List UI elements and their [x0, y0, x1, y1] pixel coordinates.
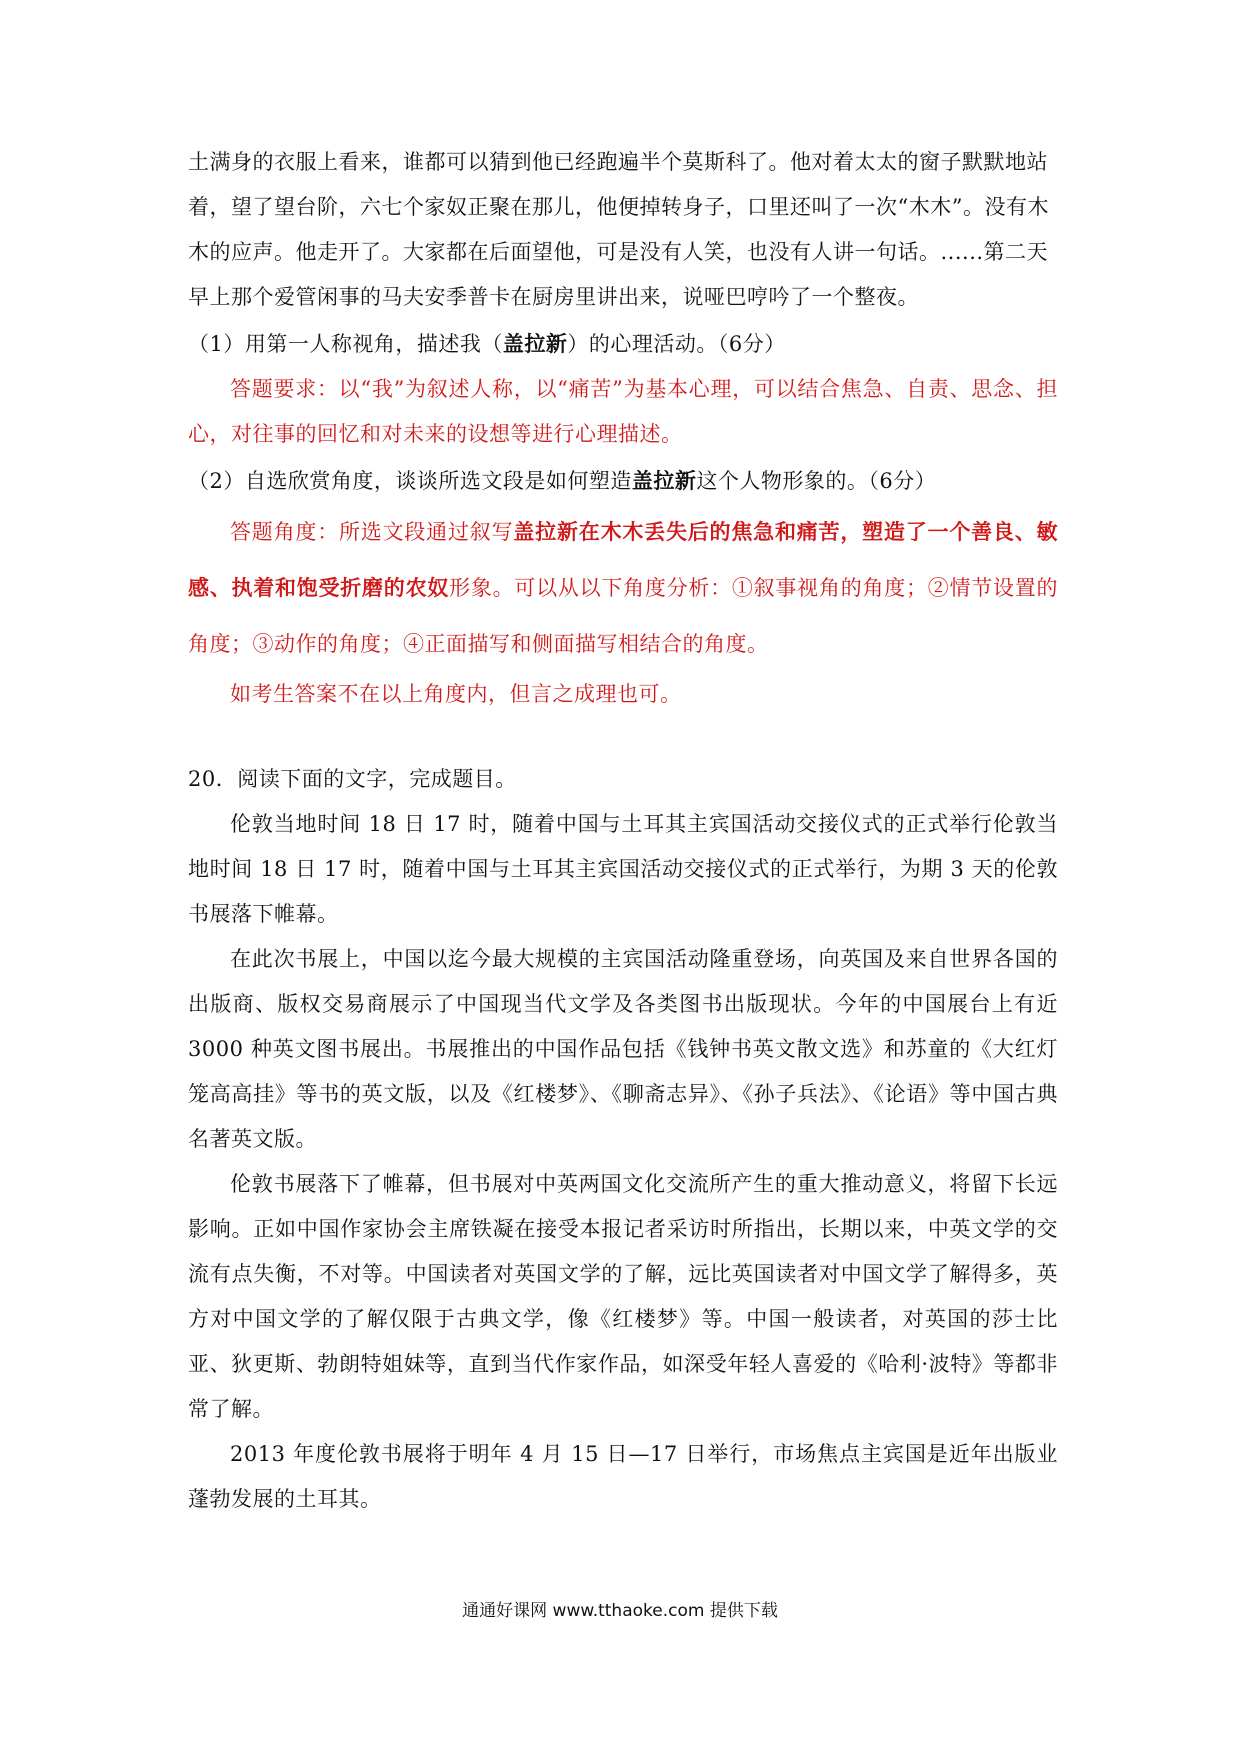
- article-paragraph: 在此次书展上，中国以迄今最大规模的主宾国活动隆重登场，向英国及来自世界各国的出版商、版权交易商展示了中国现当代文学及各类图书出版现状。今年的中国展台上有近 3000 种英文图书展出。书展推出的中国作品包括《钱钟书英文散文选》和苏童的《大红灯笼高高挂》等书的英文版，以及《红楼梦》、《聊斋志异》、《孙子兵法》、《论语》等中国古典名著英文版。: [188, 947, 1058, 1151]
- question-2-suffix: 这个人物形象的。（6分）: [696, 469, 937, 493]
- passage-line: 木的应声。他走开了。大家都在后面望他，可是没有人笑，也没有人讲一句话。......第二天: [188, 240, 1049, 264]
- question-2: [188, 459, 1058, 504]
- question-2-answer: [188, 504, 1058, 672]
- question-1-answer: 答题要求：以“我”为叙述人称，以“痛苦”为基本心理，可以结合焦急、自责、思念、担心，对往事的回忆和对未来的设想等进行心理描述。: [188, 377, 1058, 446]
- article-paragraph: 伦敦书展落下了帷幕，但书展对中英两国文化交流所产生的重大推动意义，将留下长远影响。正如中国作家协会主席铁凝在接受本报记者采访时所指出，长期以来，中英文学的交流有点失衡，不对等。中国读者对英国文学的了解，远比英国读者对中国文学了解得多，英方对中国文学的了解仅限于古典文学，像《红楼梦》等。中国一般读者，对英国的莎士比亚、狄更斯、勃朗特姐妹等，直到当代作家作品，如深受年轻人喜爱的《哈利·波特》等都非常了解。: [188, 1172, 1058, 1421]
- passage-line: 早上那个爱管闲事的马夫安季普卡在厨房里讲出来，说哑巴哼吟了一个整夜。: [188, 285, 919, 309]
- document-body: [188, 140, 1058, 1522]
- article-paragraph: 2013 年度伦敦书展将于明年 4 月 15 日—17 日举行，市场焦点主宾国是近年出版业蓬勃发展的土耳其。: [188, 1442, 1058, 1511]
- question-1: [188, 322, 1058, 367]
- passage-line: 着，望了望台阶，六七个家奴正聚在那儿，他便掉转身子，口里还叫了一次“木木”。没有木: [188, 195, 1049, 219]
- question-2-answer-rest: 形象。可以从以下角度分析：①叙事视角的角度；②情节设置的角度；③动作的角度；④正面描写和侧面描写相结合的角度。: [188, 576, 1058, 656]
- question-2-answer-bold: 盖拉新在木木丢失后的焦急和痛苦，塑造了一个善良、敏感、执着和饱受折磨的农奴: [188, 520, 1059, 600]
- page-footer: 通通好课网 www.tthaoke.com 提供下载: [462, 1601, 778, 1621]
- question-2-prefix: （2）自选欣赏角度，谈谈所选文段是如何塑造: [188, 469, 632, 493]
- article-paragraph: 伦敦当地时间 18 日 17 时，随着中国与土耳其主宾国活动交接仪式的正式举行伦敦当地时间 18 日 17 时，随着中国与土耳其主宾国活动交接仪式的正式举行，为期 3 天的伦敦书展落下帷幕。: [188, 812, 1058, 926]
- question-2-answer-note: 如考生答案不在以上角度内，但言之成理也可。: [230, 682, 682, 706]
- passage-line: 土满身的衣服上看来，谁都可以猜到他已经跑遍半个莫斯科了。他对着太太的窗子默默地站: [188, 150, 1048, 174]
- question-1-suffix: ）的心理活动。（6分）: [567, 332, 786, 356]
- question-1-prefix: （1）用第一人称视角，描述我（: [188, 332, 503, 356]
- passage-tail: [188, 140, 1058, 320]
- question-1-character-name: 盖拉新: [502, 332, 568, 356]
- question-2-character-name: 盖拉新: [631, 469, 697, 493]
- question-2-answer-intro: 答题角度：所选文段通过叙写: [230, 520, 514, 544]
- spacer: [188, 717, 1058, 737]
- question-20-title: 20．阅读下面的文字，完成题目。: [188, 767, 517, 791]
